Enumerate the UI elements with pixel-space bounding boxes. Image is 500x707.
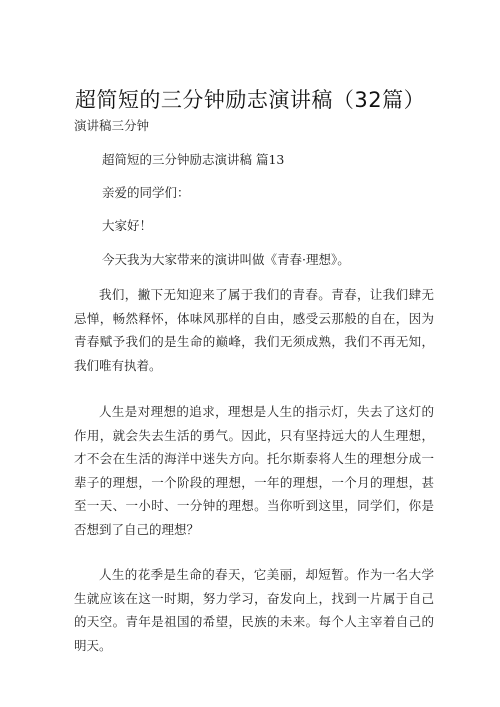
- greeting: 大家好！: [102, 218, 153, 233]
- paragraph-ideal: 人生是对理想的追求，理想是人生的指示灯，失去了这灯的作用，就会失去生活的勇气。因此，只有坚持远大的人生理想，才不会在生活的海洋中迷失方向。托尔斯泰将人生的理想分成一辈子的理想，一个阶段的理想，一年的理想，一个月的理想，甚至一天、一小时、一分钟的理想。当你听到这里，同学们，你是否想到了自己的理想？: [74, 404, 434, 537]
- salutation: 亲爱的同学们：: [102, 185, 190, 200]
- intro-line: 今天我为大家带来的演讲叫做《青春·理想》。: [102, 252, 350, 267]
- article-heading: 超简短的三分钟励志演讲稿 篇13: [102, 152, 285, 167]
- document-subtitle: 演讲稿三分钟: [74, 118, 150, 133]
- document-title: 超简短的三分钟励志演讲稿（32篇）: [74, 88, 426, 112]
- paragraph-youth: 我们，撇下无知迎来了属于我们的青春。青春，让我们肆无忌惮，畅然释怀，体味风那样的自由，感受云那般的自在，因为青春赋予我们的是生命的巅峰，我们无须成熟，我们不再无知，我们唯有执着。: [74, 287, 434, 373]
- paragraph-spring: 人生的花季是生命的春天，它美丽，却短暂。作为一名大学生就应该在这一时期，努力学习，奋发向上，找到一片属于自己的天空。青年是祖国的希望，民族的未来。每个人主宰着自己的明天。: [74, 567, 434, 653]
